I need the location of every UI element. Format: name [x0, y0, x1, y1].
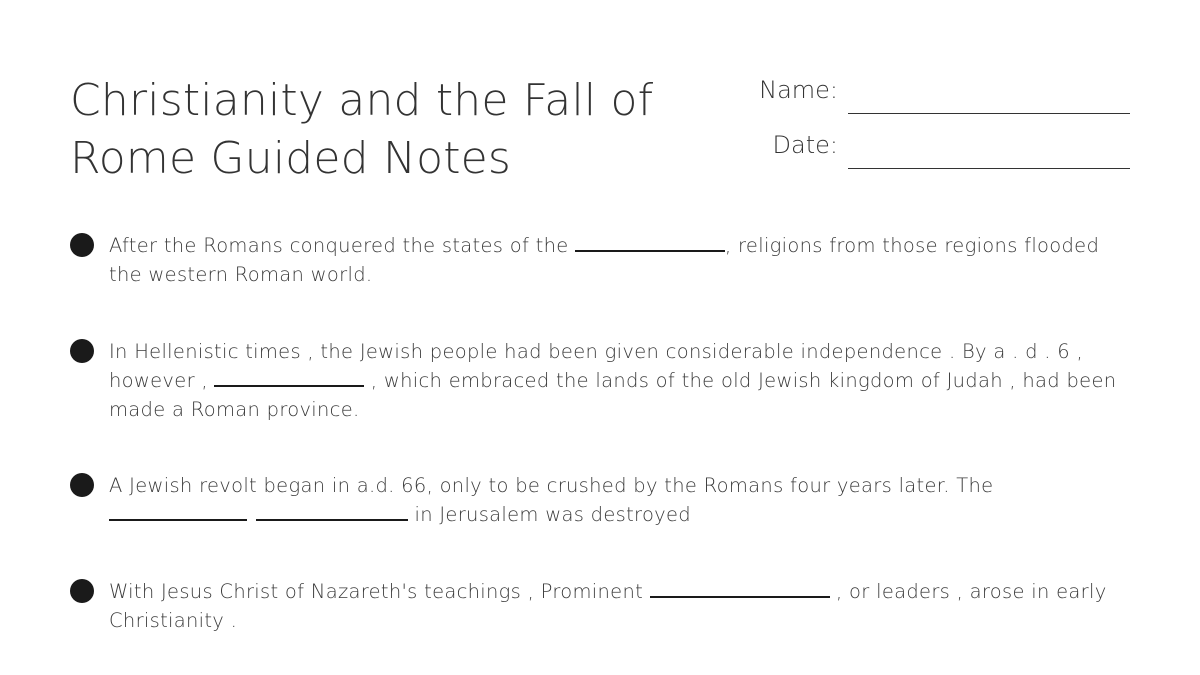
date-label: Date: — [772, 131, 838, 159]
date-field[interactable] — [740, 131, 1130, 171]
note-text-part: , religions from those regions flooded the western Roman world. — [109, 234, 1100, 286]
note-text-part: With Jesus Christ of Nazareth's teachings , Prominent — [109, 580, 650, 603]
bullet-dot-icon — [70, 473, 94, 497]
date-blank-line[interactable] — [848, 168, 1130, 169]
note-text-part: , or leaders , arose in early Christianity . — [109, 580, 1107, 632]
title-line-1: Christianity and the Fall of — [70, 75, 654, 126]
bullet-dot-icon — [70, 233, 94, 257]
fill-in-blank[interactable] — [256, 501, 408, 521]
page-title — [70, 72, 710, 188]
note-text-part: in Jerusalem was destroyed — [408, 503, 691, 526]
note-text-part: A Jewish revolt began in a.d. 66, only to be crushed by the Romans four years later. The — [109, 474, 994, 497]
name-label: Name: — [759, 76, 838, 104]
note-text-part: After the Romans conquered the states of the — [109, 234, 576, 257]
note-text-part: In Hellenistic times , the Jewish people had been given considerable independence . By a . d . 6 , however , — [109, 340, 1083, 392]
fill-in-blank[interactable] — [109, 501, 247, 521]
note-text — [109, 337, 1119, 424]
bullet-dot-icon — [70, 579, 94, 603]
bullet-dot-icon — [70, 339, 94, 363]
name-blank-line[interactable] — [848, 113, 1130, 114]
note-text — [109, 577, 1119, 635]
fill-in-blank[interactable] — [575, 232, 725, 252]
note-text-part: , which embraced the lands of the old Jewish kingdom of Judah , had been made a Roman province. — [109, 369, 1117, 421]
fill-in-blank[interactable] — [650, 578, 830, 598]
fill-in-blank[interactable] — [214, 367, 364, 387]
name-field[interactable] — [740, 76, 1130, 116]
title-line-2: Rome Guided Notes — [70, 133, 512, 184]
note-text — [109, 471, 1119, 529]
note-text — [109, 231, 1119, 289]
